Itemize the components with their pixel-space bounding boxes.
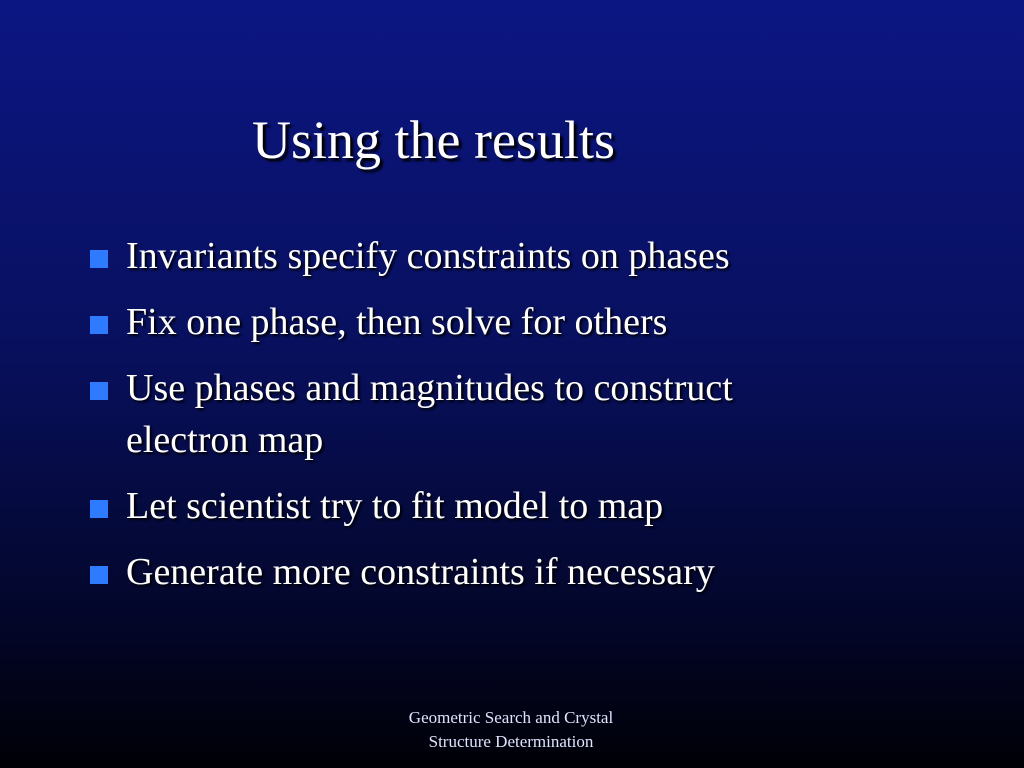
square-bullet-icon [90,500,108,518]
footer-line: Geometric Search and Crystal [408,708,614,727]
bullet-item [90,480,890,532]
bullet-item [90,230,890,282]
square-bullet-icon [90,250,108,268]
bullet-text: Fix one phase, then solve for others [126,301,668,343]
slide-title: Using the results [252,110,615,170]
bullet-text: Generate more constraints if necessary [126,551,715,593]
square-bullet-icon [90,566,108,584]
bullet-text: Let scientist try to fit model to map [126,485,664,527]
bullet-list [90,230,890,612]
bullet-text: Invariants specify constraints on phases [126,235,730,277]
bullet-item [90,296,890,348]
footer-line: Structure Determination [428,732,594,751]
bullet-text: Use phases and magnitudes to construct [126,367,733,409]
bullet-item [90,546,890,598]
slide-footer [340,706,682,754]
square-bullet-icon [90,316,108,334]
bullet-item [90,362,890,466]
square-bullet-icon [90,382,108,400]
bullet-text-continuation: electron map [126,419,324,461]
